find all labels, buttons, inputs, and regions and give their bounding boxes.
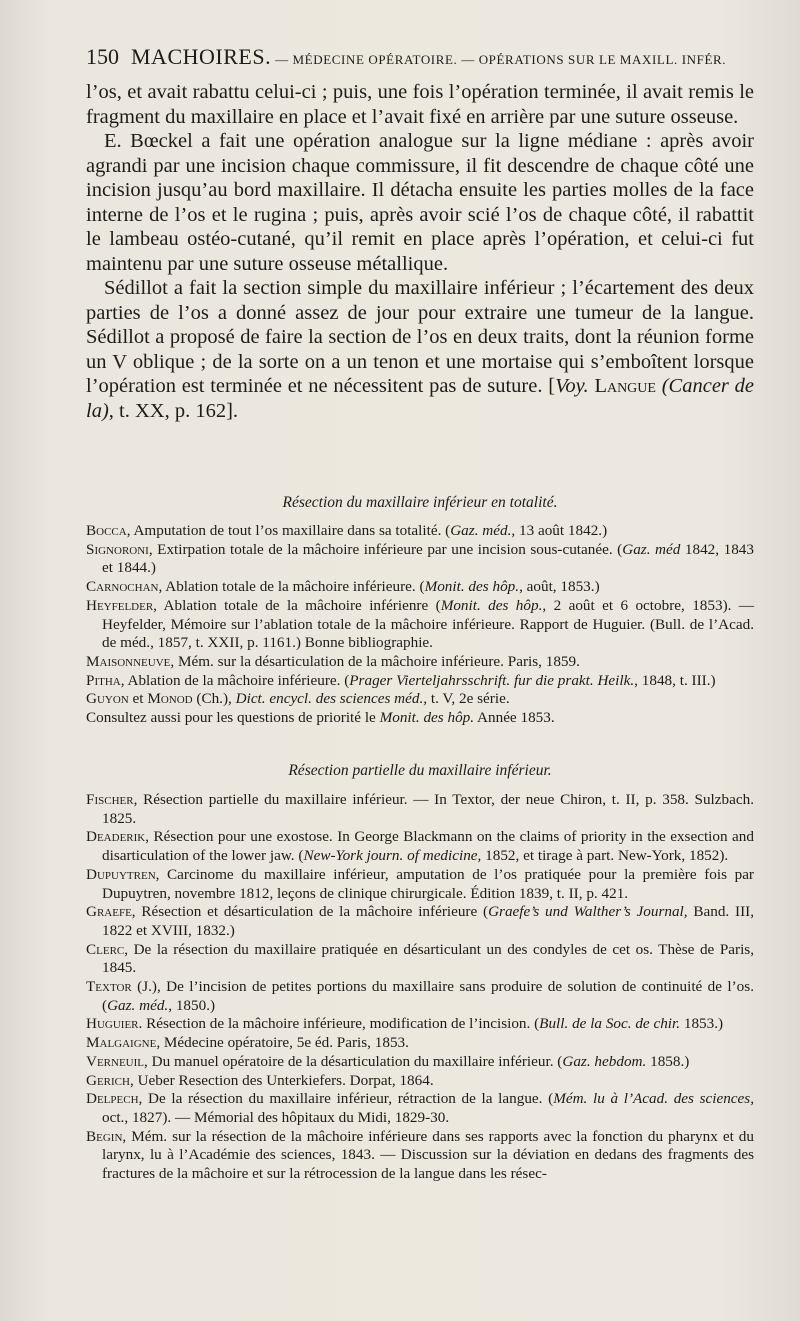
running-header — [86, 44, 756, 74]
paragraph-3-text: Sédillot a fait la section simple du maxillaire inférieur ; l’écartement des deux parties de l’os a donné assez de jour pour extraire une tumeur de la langue. Sédillot a proposé de faire la section de l’os en deux traits, dont la réunion forme un V oblique ; de la sorte on a un tenon et une mortaise qui s’emboîtent lorsque l’opération est terminée et ne nécessitent pas de suture. [ — [86, 277, 754, 397]
reference-item: Dupuytren, Carcinome du maxillaire inférieur, amputation de l’os pratiquée pour la première fois par Dupuytren, novembre 1812, leçons de clinique chirurgicale. Édition 1839, t. II, p. 421. — [86, 865, 754, 902]
reference-item: Verneuil, Du manuel opératoire de la désarticulation du maxillaire inférieur. (Gaz. hebdom. 1858.) — [86, 1052, 690, 1070]
reference-item: Fischer, Résection partielle du maxillaire inférieur. — In Textor, der neue Chiron, t. II, p. 358. Sulzbach. 1825. — [86, 791, 754, 827]
paragraph-3-voy: Voy. — [555, 375, 589, 397]
reference-item: Delpech, De la résection du maxillaire inférieur, rétraction de la langue. (Mém. lu à l’Acad. des sciences, oct., 1827). — Mémorial des hôpitaux du Midi, 1829-30. — [86, 1090, 755, 1126]
reference-list-totale — [86, 522, 754, 728]
header-title: MACHOIRES. — [131, 44, 272, 69]
main-text — [86, 80, 754, 423]
reference-item: Bocca, Amputation de tout l’os maxillaire dans sa totalité. (Gaz. méd., 13 août 1842.) — [86, 522, 608, 539]
page-number: 150 — [86, 44, 119, 69]
reference-item: Heyfelder, Ablation totale de la mâchoire inférienre (Monit. des hôp., 2 août et 6 octobre, 1853). — Heyfelder, Mémoire sur l’ablation totale de la mâchoire inférieure. Rapport de Huguier. (Bull. de l’Acad. de méd., 1857, t. XXII, p. 1161.) Bonne bibliographie. — [86, 596, 755, 652]
reference-item: Signoroni, Extirpation totale de la mâchoire inférieure par une incision sous-cutanée. (Gaz. méd 1842, 1843 et 1844.) — [86, 540, 754, 577]
reference-item: Gerich, Ueber Resection des Unterkiefers. Dorpat, 1864. — [86, 1071, 434, 1089]
reference-item: Pitha, Ablation de la mâchoire inférieure. (Prager Vierteljahrsschrift. fur die prakt. Heilk., 1848, t. III.) — [86, 671, 716, 689]
reference-item: Consultez aussi pour les questions de priorité le Monit. des hôp. Année 1853. — [86, 709, 555, 727]
reference-item: Deaderik, Résection pour une exostose. In George Blackmann on the claims of priority in the exsection and disarticulation of the lower jaw. (New-York journ. of medicine, 1852, et tirage à part. New-York, 1852). — [86, 828, 754, 865]
paragraph-3-langue: Langue — [594, 375, 656, 397]
paragraph-3 — [86, 276, 754, 423]
reference-item: Malgaigne, Médecine opératoire, 5e éd. Paris, 1853. — [86, 1034, 409, 1052]
reference-item: Maisonneuve, Mém. sur la désarticulation de la mâchoire inférieure. Paris, 1859. — [86, 652, 580, 670]
reference-item: Textor (J.), De l’incision de petites portions du maxillaire sans produire de solution de continuité de l’os. (Gaz. méd., 1850.) — [86, 978, 754, 1014]
paragraph-2: E. Bœckel a fait une opération analogue sur la ligne médiane : après avoir agrandi par une incision chaque commissure, il fit descendre de chaque côté une incision jusqu’au bord maxillaire. Il détacha ensuite les parties molles de la face interne de l’os et le rugina ; puis, après avoir scié l’os de chaque côté, il rabattit le lambeau ostéo-cutané, qu’il remit en place après l’opération, et celui-ci fut maintenu par une suture osseuse métallique. — [86, 130, 754, 275]
reference-item: Carnochan, Ablation totale de la mâchoire inférieure. (Monit. des hôp., août, 1853.) — [86, 578, 600, 596]
paragraph-3-end: , t. XX, p. 162]. — [108, 399, 239, 422]
paragraph-3-cancer: (Cancer de la) — [86, 375, 755, 422]
reference-list-partielle — [86, 791, 754, 1184]
section-title-totale: Résection du maxillaire inférieur en totalité. — [282, 494, 558, 511]
reference-item: Clerc, De la résection du maxillaire pratiquée en désarticulant un des condyles de cet os. Thèse de Paris, 1845. — [86, 940, 754, 977]
section-title-partielle: Résection partielle du maxillaire inférieur. — [288, 762, 552, 779]
reference-item: Graefe, Résection et désarticulation de la mâchoire inférieure (Graefe’s und Walther’s Journal, Band. III, 1822 et XVIII, 1832.) — [86, 903, 754, 939]
paragraph-1: l’os, et avait rabattu celui-ci ; puis, une fois l’opération terminée, il avait remis le fragment du maxillaire en place et l’avait fixé en arrière par une suture osseuse. — [86, 81, 754, 128]
reference-item: Guyon et Monod (Ch.), Dict. encycl. des sciences méd., t. V, 2e série. — [86, 690, 510, 708]
header-subtitle: — MÉDECINE OPÉRATOIRE. — OPÉRATIONS SUR LE MAXILL. INFÉR. — [275, 52, 727, 67]
reference-item: Huguier. Résection de la mâchoire inférieure, modification de l’incision. (Bull. de la Soc. de chir. 1853.) — [86, 1015, 724, 1033]
reference-item: Begin, Mém. sur la résection de la mâchoire inférieure dans ses rapports avec la fonction du pharynx et du larynx, lu à l’Académie des sciences, 1843. — Discussion sur la déviation en dedans des fragments des fractures de la mâchoire et sur la rétrocession de la langue dans les résec- — [86, 1127, 754, 1183]
